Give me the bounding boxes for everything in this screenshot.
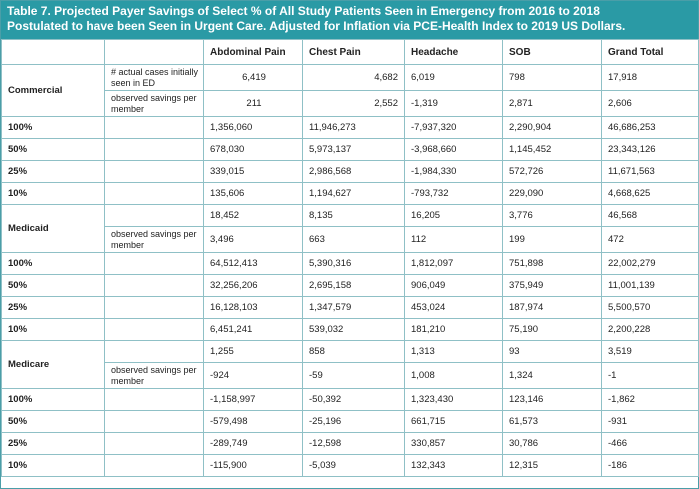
table-cell: 17,918 <box>602 65 699 91</box>
table-cell: -186 <box>602 455 699 477</box>
table-cell: -3,968,660 <box>405 139 503 161</box>
table-cell: 18,452 <box>204 205 303 227</box>
table-cell: 2,552 <box>303 91 405 117</box>
table-cell: 64,512,413 <box>204 253 303 275</box>
table-cell: 1,324 <box>503 363 602 389</box>
table-cell: 187,974 <box>503 297 602 319</box>
table-cell: 199 <box>503 227 602 253</box>
cases-label: # actual cases initially seen in ED <box>105 65 204 91</box>
savings-label: observed savings per member <box>105 91 204 117</box>
table-row <box>2 319 699 341</box>
table-cell: 2,871 <box>503 91 602 117</box>
blank-cell <box>105 455 204 477</box>
table-cell: 661,715 <box>405 411 503 433</box>
table-cell: -59 <box>303 363 405 389</box>
table-row <box>2 91 699 117</box>
blank-cell <box>105 117 204 139</box>
savings-table <box>1 39 699 477</box>
table-cell: 1,145,452 <box>503 139 602 161</box>
table-cell: -1 <box>602 363 699 389</box>
table-cell: 23,343,126 <box>602 139 699 161</box>
title-line-2: Postulated to have been Seen in Urgent Care. Adjusted for Inflation via PCE-Health Index to 2019 US Dollars. <box>7 19 626 33</box>
table-row <box>2 341 699 363</box>
header-blank-2 <box>105 40 204 65</box>
title-line-1: Table 7. Projected Payer Savings of Select % of All Study Patients Seen in Emergency from 2016 to 2018 <box>7 4 600 18</box>
table-cell: 6,419 <box>204 65 303 91</box>
table-cell: 2,986,568 <box>303 161 405 183</box>
table-cell: 1,313 <box>405 341 503 363</box>
table-cell: 3,776 <box>503 205 602 227</box>
table-cell: 375,949 <box>503 275 602 297</box>
table-cell: -1,158,997 <box>204 389 303 411</box>
table-cell: 751,898 <box>503 253 602 275</box>
table-cell: 132,343 <box>405 455 503 477</box>
table-cell: 472 <box>602 227 699 253</box>
table-cell: 11,671,563 <box>602 161 699 183</box>
table-row <box>2 275 699 297</box>
table-cell: -12,598 <box>303 433 405 455</box>
blank-cell <box>105 275 204 297</box>
table-cell: 1,356,060 <box>204 117 303 139</box>
table-cell: 663 <box>303 227 405 253</box>
table-cell: 75,190 <box>503 319 602 341</box>
table-cell: 61,573 <box>503 411 602 433</box>
pct-label: 100% <box>2 117 105 139</box>
table-cell: 1,323,430 <box>405 389 503 411</box>
table-cell: -924 <box>204 363 303 389</box>
table-cell: -1,862 <box>602 389 699 411</box>
table-cell: 6,451,241 <box>204 319 303 341</box>
payer-label-medicaid: Medicaid <box>2 205 105 253</box>
pct-label: 25% <box>2 297 105 319</box>
table-cell: -466 <box>602 433 699 455</box>
blank-cell <box>105 205 204 227</box>
pct-label: 50% <box>2 411 105 433</box>
table-row <box>2 183 699 205</box>
blank-cell <box>105 411 204 433</box>
table-cell: 539,032 <box>303 319 405 341</box>
table-cell: 229,090 <box>503 183 602 205</box>
header-abdominal-pain: Abdominal Pain <box>204 40 303 65</box>
pct-label: 10% <box>2 319 105 341</box>
pct-label: 25% <box>2 161 105 183</box>
pct-label: 50% <box>2 139 105 161</box>
table-cell: -289,749 <box>204 433 303 455</box>
blank-cell <box>105 319 204 341</box>
blank-cell <box>105 433 204 455</box>
pct-label: 25% <box>2 433 105 455</box>
table-cell: 211 <box>204 91 303 117</box>
table-cell: 1,347,579 <box>303 297 405 319</box>
header-sob: SOB <box>503 40 602 65</box>
table-cell: -1,319 <box>405 91 503 117</box>
table-cell: 8,135 <box>303 205 405 227</box>
table-cell: 5,973,137 <box>303 139 405 161</box>
table-cell: 858 <box>303 341 405 363</box>
table-cell: 1,255 <box>204 341 303 363</box>
blank-cell <box>105 139 204 161</box>
blank-cell <box>105 183 204 205</box>
table-cell: 798 <box>503 65 602 91</box>
blank-cell <box>105 161 204 183</box>
table-cell: 16,128,103 <box>204 297 303 319</box>
table-cell: 12,315 <box>503 455 602 477</box>
header-headache: Headache <box>405 40 503 65</box>
table-cell: 32,256,206 <box>204 275 303 297</box>
table-cell: -115,900 <box>204 455 303 477</box>
table-cell: 330,857 <box>405 433 503 455</box>
table-cell: 5,500,570 <box>602 297 699 319</box>
blank-cell <box>105 253 204 275</box>
table-row <box>2 411 699 433</box>
pct-label: 50% <box>2 275 105 297</box>
table-cell: 339,015 <box>204 161 303 183</box>
table-row <box>2 139 699 161</box>
table-cell: 1,812,097 <box>405 253 503 275</box>
table-cell: 2,200,228 <box>602 319 699 341</box>
pct-label: 10% <box>2 455 105 477</box>
table-cell: 46,568 <box>602 205 699 227</box>
table-row <box>2 161 699 183</box>
blank-cell <box>105 297 204 319</box>
table-title <box>1 1 698 39</box>
table-cell: 93 <box>503 341 602 363</box>
table-cell: -931 <box>602 411 699 433</box>
table-cell: 22,002,279 <box>602 253 699 275</box>
table-row <box>2 455 699 477</box>
table-cell: 4,682 <box>303 65 405 91</box>
table-cell: -579,498 <box>204 411 303 433</box>
table-cell: 11,001,139 <box>602 275 699 297</box>
table-cell: 181,210 <box>405 319 503 341</box>
savings-label: observed savings per member <box>105 227 204 253</box>
payer-label-commercial: Commercial <box>2 65 105 117</box>
pct-label: 100% <box>2 389 105 411</box>
blank-cell <box>105 389 204 411</box>
table-cell: -25,196 <box>303 411 405 433</box>
table-cell: 3,519 <box>602 341 699 363</box>
table-cell: 11,946,273 <box>303 117 405 139</box>
table-cell: 30,786 <box>503 433 602 455</box>
table-cell: 2,695,158 <box>303 275 405 297</box>
table-row <box>2 297 699 319</box>
blank-cell <box>105 341 204 363</box>
table-cell: 6,019 <box>405 65 503 91</box>
table-cell: -5,039 <box>303 455 405 477</box>
table-cell: 2,290,904 <box>503 117 602 139</box>
table-cell: -793,732 <box>405 183 503 205</box>
table-cell: 572,726 <box>503 161 602 183</box>
table-row <box>2 227 699 253</box>
table-row <box>2 205 699 227</box>
table-row <box>2 433 699 455</box>
header-row <box>2 40 699 65</box>
table-cell: 2,606 <box>602 91 699 117</box>
table-row <box>2 363 699 389</box>
table-cell: 16,205 <box>405 205 503 227</box>
table-cell: -1,984,330 <box>405 161 503 183</box>
table-row <box>2 65 699 91</box>
table-row <box>2 389 699 411</box>
table-cell: 4,668,625 <box>602 183 699 205</box>
table-cell: 46,686,253 <box>602 117 699 139</box>
table-cell: 135,606 <box>204 183 303 205</box>
table-row <box>2 117 699 139</box>
table-cell: 1,194,627 <box>303 183 405 205</box>
table-cell: 3,496 <box>204 227 303 253</box>
table-cell: 678,030 <box>204 139 303 161</box>
table-cell: 453,024 <box>405 297 503 319</box>
pct-label: 10% <box>2 183 105 205</box>
table-cell: -50,392 <box>303 389 405 411</box>
table-cell: 5,390,316 <box>303 253 405 275</box>
table-cell: 112 <box>405 227 503 253</box>
table-cell: -7,937,320 <box>405 117 503 139</box>
pct-label: 100% <box>2 253 105 275</box>
payer-label-medicare: Medicare <box>2 341 105 389</box>
table-cell: 1,008 <box>405 363 503 389</box>
savings-label: observed savings per member <box>105 363 204 389</box>
header-chest-pain: Chest Pain <box>303 40 405 65</box>
header-blank <box>2 40 105 65</box>
table-cell: 906,049 <box>405 275 503 297</box>
header-grand-total: Grand Total <box>602 40 699 65</box>
table-row <box>2 253 699 275</box>
table-cell: 123,146 <box>503 389 602 411</box>
